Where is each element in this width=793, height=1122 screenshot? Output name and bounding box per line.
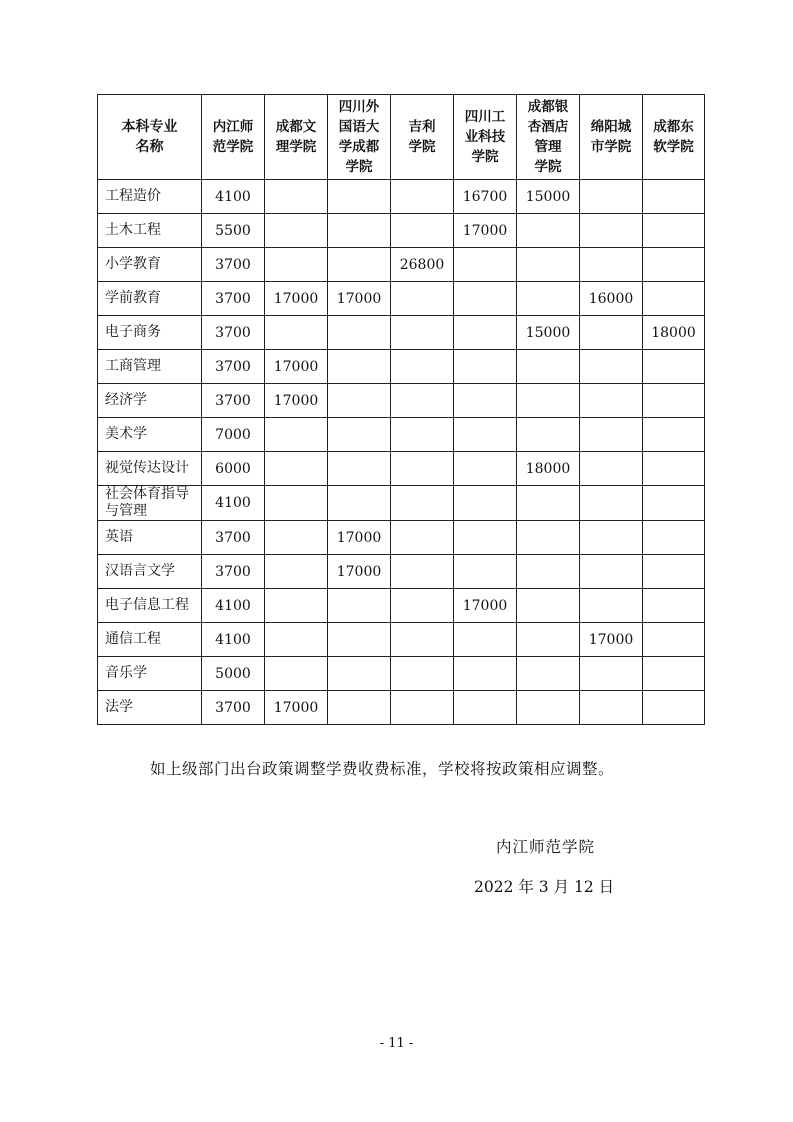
fee-cell: 7000 (202, 418, 265, 452)
fee-cell: 3700 (202, 691, 265, 725)
fee-cell: 17000 (328, 282, 391, 316)
header-geely: 吉利 学院 (391, 95, 454, 180)
fee-cell (643, 623, 705, 657)
major-name-cell: 英语 (98, 521, 202, 555)
fee-cell: 4100 (202, 486, 265, 521)
fee-cell (328, 623, 391, 657)
fee-cell (328, 384, 391, 418)
fee-cell (265, 555, 328, 589)
fee-cell: 6000 (202, 452, 265, 486)
fee-cell (517, 657, 580, 691)
fee-cell (643, 452, 705, 486)
fee-cell (643, 418, 705, 452)
table-row (98, 180, 705, 214)
fee-cell: 4100 (202, 589, 265, 623)
fee-cell: 17000 (328, 521, 391, 555)
fee-cell: 5500 (202, 214, 265, 248)
fee-cell (517, 214, 580, 248)
fee-cell (454, 623, 517, 657)
fee-cell (643, 384, 705, 418)
fee-cell (517, 589, 580, 623)
fee-cell: 18000 (643, 316, 705, 350)
major-name-cell: 小学教育 (98, 248, 202, 282)
fee-cell (580, 248, 643, 282)
major-name-cell: 美术学 (98, 418, 202, 452)
fee-cell (517, 691, 580, 725)
major-name-cell: 土木工程 (98, 214, 202, 248)
fee-cell: 17000 (265, 691, 328, 725)
fee-cell (580, 180, 643, 214)
table-row (98, 589, 705, 623)
fee-cell (265, 248, 328, 282)
table-row (98, 657, 705, 691)
fee-cell (454, 350, 517, 384)
fee-cell (517, 555, 580, 589)
fee-cell: 3700 (202, 384, 265, 418)
fee-cell (454, 486, 517, 521)
fee-cell (517, 248, 580, 282)
fee-cell (391, 691, 454, 725)
major-name-cell: 工商管理 (98, 350, 202, 384)
fee-cell (265, 316, 328, 350)
page-number: - 11 - (379, 1036, 414, 1051)
fee-cell (391, 384, 454, 418)
table-row (98, 691, 705, 725)
fee-cell (580, 589, 643, 623)
fee-cell: 17000 (265, 384, 328, 418)
fee-cell (517, 486, 580, 521)
fee-cell (328, 350, 391, 384)
fee-cell (328, 214, 391, 248)
fee-cell (328, 180, 391, 214)
fee-cell (580, 452, 643, 486)
fee-cell (328, 486, 391, 521)
major-name-cell: 通信工程 (98, 623, 202, 657)
fee-cell (643, 486, 705, 521)
fee-cell (454, 282, 517, 316)
fee-cell (517, 418, 580, 452)
header-major: 本科专业 名称 (98, 95, 202, 180)
fee-cell (328, 589, 391, 623)
table-row (98, 486, 705, 521)
table-row (98, 418, 705, 452)
fee-cell (580, 486, 643, 521)
major-name-cell: 法学 (98, 691, 202, 725)
fee-cell (643, 180, 705, 214)
fee-cell (643, 521, 705, 555)
major-name-cell: 经济学 (98, 384, 202, 418)
major-name-cell: 电子信息工程 (98, 589, 202, 623)
fee-cell: 4100 (202, 180, 265, 214)
fee-cell (328, 657, 391, 691)
fee-cell: 17000 (580, 623, 643, 657)
fee-cell (580, 657, 643, 691)
fee-cell (454, 691, 517, 725)
fee-cell (454, 521, 517, 555)
fee-cell (391, 316, 454, 350)
fee-cell (391, 521, 454, 555)
fee-cell (454, 384, 517, 418)
fee-cell: 4100 (202, 623, 265, 657)
fee-cell (580, 214, 643, 248)
table-row (98, 350, 705, 384)
table-row (98, 623, 705, 657)
fee-cell (391, 282, 454, 316)
tuition-table (97, 94, 705, 725)
table-row (98, 248, 705, 282)
fee-cell (643, 214, 705, 248)
fee-cell: 3700 (202, 316, 265, 350)
fee-cell (265, 452, 328, 486)
fee-cell: 3700 (202, 248, 265, 282)
fee-cell (643, 282, 705, 316)
fee-cell (391, 623, 454, 657)
fee-cell (517, 384, 580, 418)
fee-cell (265, 486, 328, 521)
major-name-cell: 视觉传达设计 (98, 452, 202, 486)
table-header-row (98, 95, 705, 180)
fee-cell (643, 691, 705, 725)
header-neijiang-normal: 内江师 范学院 (202, 95, 265, 180)
header-chengdu-wenli: 成都文 理学院 (265, 95, 328, 180)
major-name-cell: 电子商务 (98, 316, 202, 350)
fee-cell (580, 521, 643, 555)
fee-cell (391, 350, 454, 384)
fee-cell (580, 384, 643, 418)
fee-cell (265, 657, 328, 691)
major-name-cell: 音乐学 (98, 657, 202, 691)
policy-note: 如上级部门出台政策调整学费收费标准，学校将按政策相应调整。 (150, 760, 615, 778)
table-row (98, 282, 705, 316)
fee-cell (391, 657, 454, 691)
fee-cell (643, 350, 705, 384)
table-row (98, 452, 705, 486)
fee-cell (454, 555, 517, 589)
fee-cell (454, 248, 517, 282)
fee-cell (265, 521, 328, 555)
fee-cell (328, 316, 391, 350)
fee-cell (328, 691, 391, 725)
fee-cell (391, 452, 454, 486)
fee-cell (580, 691, 643, 725)
major-name-cell: 汉语言文学 (98, 555, 202, 589)
fee-cell (265, 418, 328, 452)
table-row (98, 316, 705, 350)
fee-cell (391, 589, 454, 623)
fee-cell: 3700 (202, 350, 265, 384)
major-name-cell: 学前教育 (98, 282, 202, 316)
fee-cell (517, 623, 580, 657)
header-sisu-chengdu: 四川外 国语大 学成都 学院 (328, 95, 391, 180)
fee-cell (391, 555, 454, 589)
table-row (98, 214, 705, 248)
fee-cell (454, 657, 517, 691)
table-body (98, 180, 705, 725)
fee-cell (265, 589, 328, 623)
fee-cell (454, 316, 517, 350)
fee-cell (328, 248, 391, 282)
major-name-cell: 社会体育指导与管理 (98, 486, 202, 521)
issue-date: 2022 年 3 月 12 日 (474, 878, 615, 896)
fee-cell (517, 282, 580, 316)
fee-cell (391, 214, 454, 248)
issuer-signature: 内江师范学院 (496, 838, 596, 856)
table-row (98, 384, 705, 418)
fee-cell: 3700 (202, 521, 265, 555)
fee-cell (580, 316, 643, 350)
fee-cell (580, 418, 643, 452)
fee-cell: 5000 (202, 657, 265, 691)
fee-cell (517, 350, 580, 384)
fee-cell (328, 418, 391, 452)
header-chengdu-neusoft: 成都东 软学院 (643, 95, 705, 180)
fee-cell (391, 180, 454, 214)
fee-cell (643, 589, 705, 623)
fee-cell (391, 418, 454, 452)
fee-cell (391, 486, 454, 521)
major-name-cell: 工程造价 (98, 180, 202, 214)
fee-cell: 17000 (454, 589, 517, 623)
header-sichuan-industrial-tech: 四川工 业科技 学院 (454, 95, 517, 180)
fee-cell (265, 623, 328, 657)
fee-cell (643, 555, 705, 589)
fee-cell: 17000 (265, 350, 328, 384)
fee-cell (265, 214, 328, 248)
fee-cell (580, 350, 643, 384)
fee-cell (643, 657, 705, 691)
fee-cell: 17000 (265, 282, 328, 316)
fee-cell: 26800 (391, 248, 454, 282)
fee-cell (454, 418, 517, 452)
fee-cell: 16000 (580, 282, 643, 316)
fee-cell (643, 248, 705, 282)
fee-cell: 18000 (517, 452, 580, 486)
fee-cell (265, 180, 328, 214)
fee-cell: 17000 (328, 555, 391, 589)
fee-cell: 3700 (202, 555, 265, 589)
header-mianyang-city: 绵阳城 市学院 (580, 95, 643, 180)
fee-cell: 15000 (517, 316, 580, 350)
fee-cell (328, 452, 391, 486)
fee-cell: 17000 (454, 214, 517, 248)
fee-cell (454, 452, 517, 486)
fee-cell (517, 521, 580, 555)
table-row (98, 521, 705, 555)
fee-cell: 15000 (517, 180, 580, 214)
header-ginkgo-hotel: 成都银 杏酒店 管理 学院 (517, 95, 580, 180)
fee-cell: 16700 (454, 180, 517, 214)
fee-cell (580, 555, 643, 589)
fee-cell: 3700 (202, 282, 265, 316)
table-row (98, 555, 705, 589)
